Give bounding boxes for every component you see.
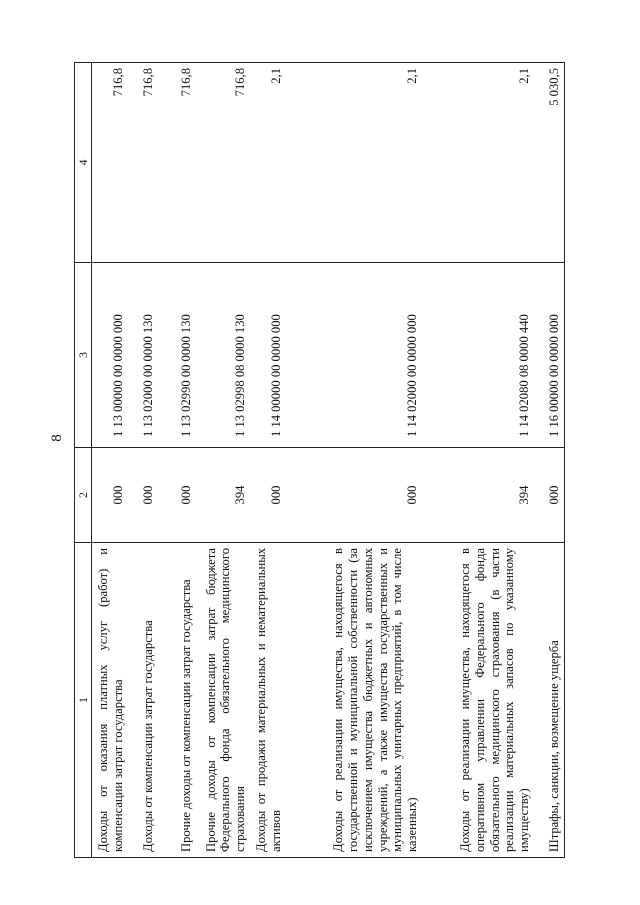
budget-code: 1 14 00000 00 0000 000 bbox=[250, 263, 286, 448]
admin-code: 000 bbox=[92, 448, 129, 543]
budget-code: 1 13 02000 00 0000 130 bbox=[128, 263, 158, 448]
income-name: Доходы от реализации имущества, находящегося в оперативном управлении Федерального фонда обязательного медицинского страхования (в части реализации материальных запасов по указанному имуществу) bbox=[422, 543, 534, 858]
amount: 716,8 bbox=[196, 63, 250, 263]
budget-code: 1 14 02000 00 0000 000 bbox=[286, 263, 422, 448]
budget-code: 1 14 02080 08 0000 440 bbox=[422, 263, 534, 448]
amount: 2,1 bbox=[286, 63, 422, 263]
amount: 716,8 bbox=[128, 63, 158, 263]
header-col-4: 4 bbox=[75, 63, 92, 263]
income-name: Прочие доходы от компенсации затрат бюджета Федерального фонда обязательного медицинского страхования bbox=[196, 543, 250, 858]
budget-code: 1 13 02998 08 0000 130 bbox=[196, 263, 250, 448]
amount: 2,1 bbox=[250, 63, 286, 263]
income-name: Доходы от продажи материальных и нематериальных активов bbox=[250, 543, 286, 858]
admin-code: 000 bbox=[286, 448, 422, 543]
income-name: Доходы от компенсации затрат государства bbox=[128, 543, 158, 858]
header-col-3: 3 bbox=[75, 263, 92, 448]
header-row bbox=[75, 63, 92, 858]
header-col-1: 1 bbox=[75, 543, 92, 858]
admin-code: 000 bbox=[534, 448, 565, 543]
admin-code: 000 bbox=[128, 448, 158, 543]
table-row bbox=[92, 63, 129, 858]
admin-code: 394 bbox=[422, 448, 534, 543]
page-number: 8 bbox=[49, 434, 65, 442]
amount: 2,1 bbox=[422, 63, 534, 263]
table-row bbox=[196, 63, 250, 858]
header-col-2: 2 bbox=[75, 448, 92, 543]
budget-revenue-table bbox=[74, 63, 564, 858]
amount: 5 030,5 bbox=[534, 63, 565, 263]
budget-code: 1 13 00000 00 0000 000 bbox=[92, 263, 129, 448]
table-row bbox=[286, 63, 422, 858]
table-row bbox=[534, 63, 565, 858]
income-name: Доходы от реализации имущества, находящегося в государственной и муниципальной собственности (за исключением имущества бюджетных и автономных учреждений, а также имущества государственных и муниципальных унитарных предприятий, в том числе казенных) bbox=[286, 543, 422, 858]
budget-code: 1 16 00000 00 0000 000 bbox=[534, 263, 565, 448]
budget-code: 1 13 02990 00 0000 130 bbox=[158, 263, 196, 448]
admin-code: 394 bbox=[196, 448, 250, 543]
amount: 716,8 bbox=[158, 63, 196, 263]
admin-code: 000 bbox=[158, 448, 196, 543]
income-name: Прочие доходы от компенсации затрат государства bbox=[158, 543, 196, 858]
table-row bbox=[422, 63, 534, 858]
admin-code: 000 bbox=[250, 448, 286, 543]
table-row bbox=[158, 63, 196, 858]
income-name: Штрафы, санкции, возмещение ущерба bbox=[534, 543, 565, 858]
amount: 716,8 bbox=[92, 63, 129, 263]
table-row bbox=[250, 63, 286, 858]
income-name: Доходы от оказания платных услуг (работ) и компенсации затрат государства bbox=[92, 543, 129, 858]
table-row bbox=[128, 63, 158, 858]
